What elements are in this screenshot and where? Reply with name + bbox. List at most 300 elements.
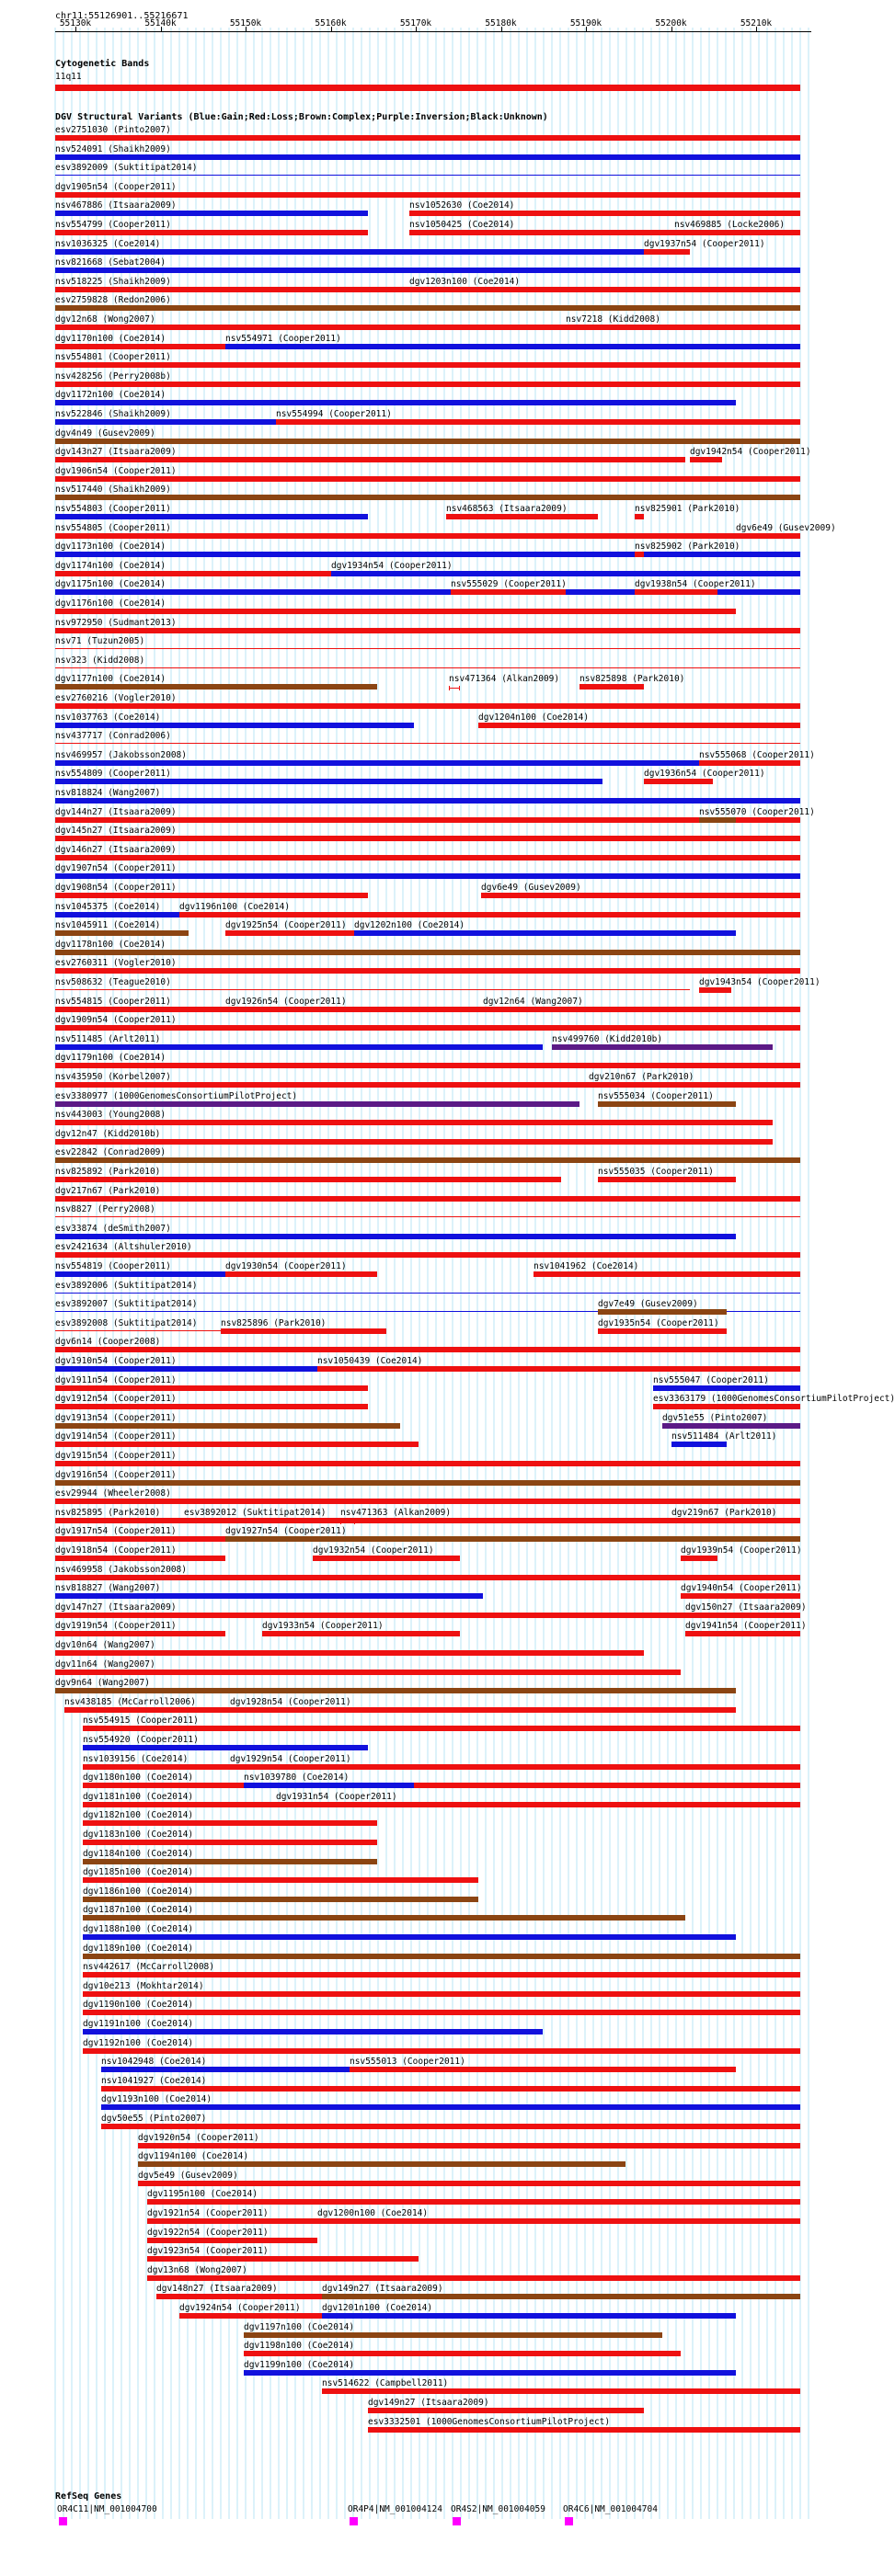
variant-label[interactable]: dgv1177n100 (Coe2014): [55, 674, 166, 685]
variant-label[interactable]: nsv511484 (Arlt2011): [671, 1431, 777, 1442]
variant-bar[interactable]: [244, 1783, 414, 1788]
variant-bar[interactable]: [589, 1082, 644, 1088]
variant-bar[interactable]: [322, 2294, 800, 2299]
variant-bar[interactable]: [83, 1820, 377, 1826]
variant-label[interactable]: dgv145n27 (Itsaara2009): [55, 826, 177, 837]
variant-label[interactable]: dgv7e49 (Gusev2009): [598, 1299, 698, 1310]
variant-label[interactable]: nsv323 (Kidd2008): [55, 655, 145, 666]
variant-label[interactable]: dgv11n64 (Wang2007): [55, 1658, 155, 1670]
variant-label[interactable]: esv29944 (Wheeler2008): [55, 1488, 171, 1499]
variant-bar[interactable]: [55, 1556, 225, 1561]
variant-label[interactable]: nsv518225 (Shaikh2009): [55, 276, 171, 287]
variant-bar[interactable]: [147, 2275, 800, 2281]
variant-bar[interactable]: [55, 1575, 800, 1580]
variant-bar[interactable]: [83, 1745, 368, 1750]
variant-bar[interactable]: [55, 628, 800, 633]
variant-label[interactable]: dgv1941n54 (Cooper2011): [685, 1621, 807, 1632]
variant-bar[interactable]: [662, 1423, 800, 1429]
variant-label[interactable]: nsv555070 (Cooper2011): [699, 806, 815, 817]
variant-bar[interactable]: [55, 1120, 773, 1125]
variant-bar[interactable]: [55, 1536, 225, 1542]
variant-label[interactable]: dgv1198n100 (Coe2014): [244, 2341, 355, 2352]
variant-label[interactable]: nsv469885 (Locke2006): [674, 220, 786, 230]
variant-label[interactable]: dgv1192n100 (Coe2014): [83, 2037, 194, 2048]
variant-bar[interactable]: [635, 514, 644, 519]
variant-label[interactable]: dgv1203n100 (Coe2014): [409, 276, 521, 287]
variant-bar[interactable]: [671, 1442, 727, 1447]
variant-label[interactable]: dgv1905n54 (Cooper2011): [55, 181, 177, 192]
variant-bar[interactable]: [221, 1328, 386, 1334]
variant-bar[interactable]: [55, 1063, 800, 1068]
variant-bar[interactable]: [55, 1139, 773, 1145]
variant-bar[interactable]: [340, 1520, 355, 1524]
variant-bar[interactable]: [276, 1802, 800, 1807]
variant-label[interactable]: dgv1913n54 (Cooper2011): [55, 1412, 177, 1423]
variant-label[interactable]: dgv149n27 (Itsaara2009): [322, 2284, 443, 2295]
variant-label[interactable]: nsv508632 (Teague2010): [55, 977, 171, 987]
variant-label[interactable]: dgv1202n100 (Coe2014): [354, 920, 465, 931]
variant-label[interactable]: dgv1182n100 (Coe2014): [83, 1810, 194, 1821]
variant-bar[interactable]: [262, 1631, 460, 1636]
variant-label[interactable]: nsv1036325 (Coe2014): [55, 238, 161, 249]
variant-bar[interactable]: [598, 1101, 736, 1107]
variant-bar[interactable]: [598, 1328, 727, 1334]
variant-label[interactable]: nsv499760 (Kidd2010b): [552, 1033, 663, 1044]
variant-label[interactable]: dgv149n27 (Itsaara2009): [368, 2398, 489, 2408]
variant-bar[interactable]: [55, 1007, 225, 1012]
variant-bar[interactable]: [55, 1293, 800, 1294]
variant-label[interactable]: dgv1181n100 (Coe2014): [83, 1791, 194, 1802]
variant-bar[interactable]: [55, 1234, 736, 1239]
variant-label[interactable]: dgv12n64 (Wang2007): [483, 996, 583, 1007]
variant-label[interactable]: nsv8827 (Perry2008): [55, 1204, 155, 1215]
variant-bar[interactable]: [147, 2218, 317, 2224]
variant-label[interactable]: nsv555013 (Cooper2011): [350, 2057, 465, 2068]
variant-label[interactable]: nsv1037763 (Coe2014): [55, 712, 161, 723]
variant-bar[interactable]: [483, 1007, 800, 1012]
variant-label[interactable]: nsv1039156 (Coe2014): [83, 1753, 189, 1764]
variant-bar[interactable]: [685, 1613, 800, 1618]
variant-bar[interactable]: [653, 1404, 800, 1409]
variant-bar[interactable]: [55, 760, 699, 766]
variant-label[interactable]: dgv1196n100 (Coe2014): [179, 901, 291, 912]
variant-bar[interactable]: [55, 305, 800, 311]
variant-label[interactable]: nsv467886 (Itsaara2009): [55, 200, 177, 211]
variant-bar[interactable]: [55, 1347, 800, 1352]
variant-label[interactable]: dgv1930n54 (Cooper2011): [225, 1261, 347, 1271]
variant-bar[interactable]: [699, 817, 736, 823]
variant-label[interactable]: dgv219n67 (Park2010): [671, 1507, 777, 1518]
variant-label[interactable]: dgv1912n54 (Cooper2011): [55, 1394, 177, 1405]
variant-bar[interactable]: [55, 533, 800, 539]
variant-bar[interactable]: [368, 2408, 644, 2413]
variant-label[interactable]: dgv1928n54 (Cooper2011): [230, 1696, 351, 1707]
variant-label[interactable]: dgv1907n54 (Cooper2011): [55, 863, 177, 874]
variant-bar[interactable]: [481, 893, 800, 898]
variant-bar[interactable]: [83, 1802, 276, 1807]
variant-bar[interactable]: [55, 1650, 644, 1656]
variant-bar[interactable]: [55, 1044, 543, 1050]
variant-label[interactable]: dgv1934n54 (Cooper2011): [331, 560, 453, 571]
variant-label[interactable]: dgv1200n100 (Coe2014): [317, 2208, 429, 2218]
variant-label[interactable]: esv3332501 (1000GenomesConsortiumPilotProject): [368, 2416, 611, 2427]
variant-label[interactable]: nsv438185 (McCarroll2006): [64, 1696, 196, 1707]
variant-label[interactable]: dgv1201n100 (Coe2014): [322, 2303, 433, 2313]
variant-label[interactable]: nsv825902 (Park2010): [635, 541, 740, 553]
variant-label[interactable]: dgv147n27 (Itsaara2009): [55, 1601, 177, 1613]
variant-label[interactable]: nsv554971 (Cooper2011): [225, 333, 341, 344]
variant-bar[interactable]: [83, 1877, 478, 1883]
variant-bar[interactable]: [276, 419, 800, 425]
variant-bar[interactable]: [55, 1271, 225, 1277]
variant-label[interactable]: nsv554801 (Cooper2011): [55, 352, 171, 363]
variant-label[interactable]: dgv1926n54 (Cooper2011): [225, 996, 347, 1007]
variant-bar[interactable]: [55, 968, 800, 974]
variant-bar[interactable]: [681, 1593, 800, 1599]
variant-bar[interactable]: [55, 1177, 561, 1182]
variant-label[interactable]: nsv1041927 (Coe2014): [101, 2075, 207, 2086]
variant-label[interactable]: dgv210n67 (Park2010): [589, 1072, 694, 1082]
variant-bar[interactable]: [225, 930, 354, 936]
variant-bar[interactable]: [55, 1101, 579, 1107]
variant-label[interactable]: nsv825892 (Park2010): [55, 1167, 161, 1177]
variant-bar[interactable]: [244, 2332, 662, 2338]
variant-bar[interactable]: [55, 571, 331, 576]
variant-bar[interactable]: [55, 325, 566, 330]
variant-bar[interactable]: [138, 2181, 800, 2186]
variant-label[interactable]: nsv825895 (Park2010): [55, 1507, 161, 1518]
variant-label[interactable]: dgv51e55 (Pinto2007): [662, 1412, 768, 1423]
variant-label[interactable]: nsv554994 (Cooper2011): [276, 409, 392, 419]
variant-label[interactable]: nsv818824 (Wang2007): [55, 788, 161, 798]
variant-label[interactable]: dgv9n64 (Wang2007): [55, 1678, 150, 1689]
variant-label[interactable]: dgv1179n100 (Coe2014): [55, 1053, 166, 1064]
variant-label[interactable]: dgv1921n54 (Cooper2011): [147, 2208, 269, 2218]
variant-bar[interactable]: [55, 1082, 800, 1088]
variant-bar[interactable]: [552, 1044, 773, 1050]
variant-bar[interactable]: [55, 1499, 800, 1504]
variant-label[interactable]: nsv511485 (Arlt2011): [55, 1033, 161, 1044]
variant-bar[interactable]: [331, 571, 800, 576]
variant-bar[interactable]: [55, 514, 368, 519]
variant-label[interactable]: dgv1910n54 (Cooper2011): [55, 1356, 177, 1366]
variant-label[interactable]: nsv821668 (Sebat2004): [55, 257, 166, 268]
gene-label[interactable]: OR4C11|NM_001004700: [57, 2504, 157, 2514]
variant-bar[interactable]: [83, 1954, 800, 1959]
variant-label[interactable]: esv3363179 (1000GenomesConsortiumPilotProject): [653, 1394, 895, 1405]
variant-bar[interactable]: [83, 1859, 377, 1864]
variant-bar[interactable]: [55, 798, 800, 804]
variant-label[interactable]: nsv554803 (Cooper2011): [55, 504, 171, 514]
variant-bar[interactable]: [653, 1385, 800, 1391]
variant-label[interactable]: nsv825898 (Park2010): [579, 674, 685, 685]
variant-label[interactable]: nsv555034 (Cooper2011): [598, 1090, 714, 1101]
variant-label[interactable]: dgv1194n100 (Coe2014): [138, 2151, 249, 2162]
variant-label[interactable]: dgv1172n100 (Coe2014): [55, 390, 166, 401]
variant-bar[interactable]: [644, 249, 690, 255]
variant-bar[interactable]: [101, 2124, 800, 2129]
variant-label[interactable]: dgv1914n54 (Cooper2011): [55, 1431, 177, 1442]
variant-bar[interactable]: [317, 2218, 800, 2224]
variant-bar[interactable]: [55, 495, 800, 500]
variant-label[interactable]: esv2759828 (Redon2006): [55, 295, 171, 306]
variant-label[interactable]: dgv1943n54 (Cooper2011): [699, 977, 820, 987]
variant-label[interactable]: dgv1190n100 (Coe2014): [83, 2000, 194, 2011]
variant-label[interactable]: dgv1940n54 (Cooper2011): [681, 1583, 802, 1594]
variant-bar[interactable]: [354, 930, 736, 936]
variant-label[interactable]: nsv1045911 (Coe2014): [55, 920, 161, 931]
variant-label[interactable]: dgv1931n54 (Cooper2011): [276, 1791, 397, 1802]
variant-label[interactable]: dgv148n27 (Itsaara2009): [156, 2284, 278, 2295]
variant-label[interactable]: esv3892008 (Suktitipat2014): [55, 1317, 198, 1328]
variant-bar[interactable]: [55, 419, 276, 425]
variant-label[interactable]: dgv146n27 (Itsaara2009): [55, 844, 177, 855]
variant-label[interactable]: dgv1199n100 (Coe2014): [244, 2359, 355, 2370]
variant-label[interactable]: nsv554799 (Cooper2011): [55, 220, 171, 230]
variant-label[interactable]: nsv437717 (Conrad2006): [55, 731, 171, 742]
variant-label[interactable]: esv3380977 (1000GenomesConsortiumPilotProject): [55, 1090, 298, 1101]
variant-bar[interactable]: [55, 344, 225, 349]
variant-label[interactable]: dgv1184n100 (Coe2014): [83, 1848, 194, 1859]
variant-label[interactable]: dgv1929n54 (Cooper2011): [230, 1753, 351, 1764]
variant-label[interactable]: nsv442617 (McCarroll2008): [83, 1962, 214, 1973]
variant-label[interactable]: dgv1180n100 (Coe2014): [83, 1772, 194, 1784]
variant-label[interactable]: esv2760216 (Vogler2010): [55, 693, 177, 703]
variant-bar[interactable]: [55, 684, 377, 690]
variant-bar[interactable]: [225, 1536, 800, 1542]
variant-bar[interactable]: [55, 1366, 317, 1372]
variant-bar[interactable]: [83, 1991, 800, 1997]
variant-bar[interactable]: [83, 1934, 736, 1940]
variant-label[interactable]: esv2760311 (Vogler2010): [55, 958, 177, 969]
variant-label[interactable]: nsv972950 (Sudmant2013): [55, 617, 177, 628]
variant-bar[interactable]: [55, 855, 800, 861]
variant-label[interactable]: dgv1935n54 (Cooper2011): [598, 1317, 719, 1328]
gene-feature[interactable]: [350, 2517, 358, 2525]
variant-label[interactable]: nsv514622 (Campbell2011): [322, 2378, 449, 2389]
variant-label[interactable]: dgv1189n100 (Coe2014): [83, 1943, 194, 1954]
variant-bar[interactable]: [55, 1216, 800, 1217]
variant-label[interactable]: dgv1925n54 (Cooper2011): [225, 920, 347, 931]
variant-bar[interactable]: [55, 950, 800, 955]
variant-bar[interactable]: [674, 230, 800, 235]
variant-bar[interactable]: [55, 1688, 736, 1693]
variant-label[interactable]: nsv443003 (Young2008): [55, 1110, 166, 1121]
variant-bar[interactable]: [699, 760, 800, 766]
variant-label[interactable]: dgv144n27 (Itsaara2009): [55, 806, 177, 817]
variant-bar[interactable]: [244, 2351, 681, 2356]
variant-bar[interactable]: [147, 2256, 419, 2262]
variant-bar[interactable]: [55, 1157, 800, 1163]
variant-bar[interactable]: [55, 609, 736, 614]
variant-bar[interactable]: [101, 2067, 350, 2072]
variant-label[interactable]: dgv1918n54 (Cooper2011): [55, 1545, 177, 1556]
variant-bar[interactable]: [55, 743, 800, 744]
variant-label[interactable]: dgv5e49 (Gusev2009): [138, 2170, 238, 2181]
variant-bar[interactable]: [55, 1670, 681, 1675]
variant-bar[interactable]: [736, 533, 800, 539]
variant-bar[interactable]: [230, 1764, 800, 1770]
variant-bar[interactable]: [179, 912, 800, 918]
variant-label[interactable]: nsv555029 (Cooper2011): [451, 579, 567, 590]
variant-bar[interactable]: [225, 344, 800, 349]
variant-label[interactable]: dgv150n27 (Itsaara2009): [685, 1601, 807, 1613]
variant-label[interactable]: dgv12n68 (Wong2007): [55, 314, 155, 325]
variant-label[interactable]: nsv825901 (Park2010): [635, 504, 740, 514]
variant-label[interactable]: dgv217n67 (Park2010): [55, 1185, 161, 1196]
variant-bar[interactable]: [55, 648, 800, 649]
variant-bar[interactable]: [138, 2143, 800, 2149]
variant-label[interactable]: nsv469958 (Jakobsson2008): [55, 1564, 187, 1575]
variant-label[interactable]: nsv1042948 (Coe2014): [101, 2057, 207, 2068]
variant-bar[interactable]: [451, 589, 566, 595]
variant-bar[interactable]: [322, 2388, 800, 2394]
variant-bar[interactable]: [225, 1271, 377, 1277]
cytoband-label[interactable]: 11q11: [55, 72, 82, 82]
variant-bar[interactable]: [690, 457, 722, 462]
variant-bar[interactable]: [55, 703, 800, 709]
variant-label[interactable]: nsv555068 (Cooper2011): [699, 749, 815, 760]
variant-bar[interactable]: [230, 1707, 736, 1713]
gene-feature[interactable]: [59, 2517, 67, 2525]
variant-label[interactable]: dgv1933n54 (Cooper2011): [262, 1621, 384, 1632]
variant-bar[interactable]: [635, 552, 644, 557]
variant-label[interactable]: dgv1923n54 (Cooper2011): [147, 2246, 269, 2257]
variant-bar[interactable]: [699, 987, 731, 993]
variant-label[interactable]: dgv1942n54 (Cooper2011): [690, 447, 811, 458]
variant-bar[interactable]: [55, 287, 409, 292]
variant-label[interactable]: nsv435950 (Korbel2007): [55, 1072, 171, 1082]
variant-bar[interactable]: [55, 1385, 368, 1391]
variant-label[interactable]: nsv554815 (Cooper2011): [55, 996, 171, 1007]
variant-label[interactable]: nsv1050425 (Coe2014): [409, 220, 515, 230]
variant-label[interactable]: esv3892007 (Suktitipat2014): [55, 1299, 198, 1310]
variant-label[interactable]: dgv10n64 (Wang2007): [55, 1640, 155, 1650]
variant-bar[interactable]: [55, 457, 685, 462]
variant-label[interactable]: esv3892006 (Suktitipat2014): [55, 1280, 198, 1291]
variant-label[interactable]: dgv1173n100 (Coe2014): [55, 541, 166, 553]
variant-label[interactable]: nsv524091 (Shaikh2009): [55, 143, 171, 154]
variant-label[interactable]: dgv1915n54 (Cooper2011): [55, 1451, 177, 1461]
variant-bar[interactable]: [55, 1461, 800, 1466]
gene-feature[interactable]: [453, 2517, 461, 2525]
gene-label[interactable]: OR4C6|NM_001004704: [563, 2504, 658, 2514]
variant-bar[interactable]: [55, 211, 368, 216]
variant-bar[interactable]: [598, 1309, 727, 1315]
variant-label[interactable]: nsv469957 (Jakobsson2008): [55, 749, 187, 760]
variant-label[interactable]: nsv471364 (Alkan2009): [449, 674, 560, 685]
variant-bar[interactable]: [55, 667, 800, 668]
variant-label[interactable]: dgv1937n54 (Cooper2011): [644, 238, 765, 249]
variant-label[interactable]: nsv554809 (Cooper2011): [55, 769, 171, 780]
variant-label[interactable]: dgv1927n54 (Cooper2011): [225, 1526, 347, 1537]
variant-label[interactable]: nsv428256 (Perry2008b): [55, 370, 171, 382]
variant-label[interactable]: nsv554920 (Cooper2011): [83, 1735, 199, 1745]
variant-bar[interactable]: [317, 1366, 800, 1372]
variant-label[interactable]: nsv471363 (Alkan2009): [340, 1507, 452, 1518]
variant-label[interactable]: dgv13n68 (Wong2007): [147, 2264, 247, 2275]
variant-bar[interactable]: [83, 1726, 800, 1731]
gene-label[interactable]: OR4S2|NM_001004059: [451, 2504, 545, 2514]
variant-bar[interactable]: [101, 2104, 800, 2110]
variant-label[interactable]: dgv1939n54 (Cooper2011): [681, 1545, 802, 1556]
variant-bar[interactable]: [83, 2010, 800, 2015]
variant-bar[interactable]: [83, 2029, 543, 2035]
variant-bar[interactable]: [478, 723, 800, 728]
variant-bar[interactable]: [55, 192, 800, 198]
variant-label[interactable]: esv2751030 (Pinto2007): [55, 125, 171, 135]
variant-bar[interactable]: [64, 1707, 230, 1713]
variant-label[interactable]: nsv7218 (Kidd2008): [566, 314, 660, 325]
variant-label[interactable]: esv22842 (Conrad2009): [55, 1147, 166, 1158]
variant-bar[interactable]: [55, 154, 800, 160]
variant-label[interactable]: dgv1916n54 (Cooper2011): [55, 1469, 177, 1480]
variant-label[interactable]: dgv50e55 (Pinto2007): [101, 2114, 207, 2124]
variant-bar[interactable]: [55, 1442, 419, 1447]
variant-label[interactable]: nsv554805 (Cooper2011): [55, 522, 171, 533]
variant-bar[interactable]: [83, 1764, 230, 1770]
variant-label[interactable]: dgv1183n100 (Coe2014): [83, 1829, 194, 1840]
variant-bar[interactable]: [55, 476, 800, 482]
variant-label[interactable]: dgv1909n54 (Cooper2011): [55, 1015, 177, 1026]
variant-bar[interactable]: [138, 2161, 625, 2167]
variant-label[interactable]: nsv1039780 (Coe2014): [244, 1772, 350, 1784]
variant-label[interactable]: dgv1906n54 (Cooper2011): [55, 465, 177, 476]
variant-label[interactable]: dgv1195n100 (Coe2014): [147, 2189, 258, 2200]
variant-bar[interactable]: [83, 1783, 800, 1788]
variant-label[interactable]: esv3892009 (Suktitipat2014): [55, 163, 198, 174]
variant-label[interactable]: dgv1919n54 (Cooper2011): [55, 1621, 177, 1632]
variant-label[interactable]: nsv522846 (Shaikh2009): [55, 409, 171, 419]
variant-label[interactable]: nsv1045375 (Coe2014): [55, 901, 161, 912]
variant-label[interactable]: dgv1917n54 (Cooper2011): [55, 1526, 177, 1537]
variant-label[interactable]: dgv1193n100 (Coe2014): [101, 2094, 212, 2105]
variant-label[interactable]: dgv1908n54 (Cooper2011): [55, 883, 177, 893]
variant-bar[interactable]: [55, 893, 368, 898]
variant-bar[interactable]: [313, 1556, 460, 1561]
gene-feature[interactable]: [565, 2517, 573, 2525]
variant-bar[interactable]: [55, 723, 414, 728]
variant-bar[interactable]: [55, 1593, 483, 1599]
variant-bar[interactable]: [55, 1025, 800, 1031]
variant-bar[interactable]: [55, 1330, 221, 1331]
variant-label[interactable]: dgv1170n100 (Coe2014): [55, 333, 166, 344]
gene-label[interactable]: OR4P4|NM_001004124: [348, 2504, 442, 2514]
variant-bar[interactable]: [55, 439, 800, 444]
variant-bar[interactable]: [598, 1177, 736, 1182]
variant-bar[interactable]: [55, 1423, 400, 1429]
variant-bar[interactable]: [101, 2086, 800, 2092]
variant-bar[interactable]: [409, 211, 800, 216]
variant-bar[interactable]: [55, 135, 800, 141]
variant-label[interactable]: dgv6n14 (Cooper2008): [55, 1337, 161, 1348]
variant-label[interactable]: dgv1186n100 (Coe2014): [83, 1886, 194, 1897]
variant-bar[interactable]: [55, 817, 800, 823]
variant-bar[interactable]: [409, 287, 800, 292]
variant-bar[interactable]: [55, 930, 189, 936]
variant-bar[interactable]: [55, 175, 800, 176]
variant-bar[interactable]: [55, 268, 800, 273]
variant-label[interactable]: dgv1924n54 (Cooper2011): [179, 2303, 301, 2313]
variant-bar[interactable]: [55, 836, 800, 841]
variant-label[interactable]: dgv1187n100 (Coe2014): [83, 1905, 194, 1916]
variant-label[interactable]: dgv1197n100 (Coe2014): [244, 2321, 355, 2332]
variant-bar[interactable]: [55, 1196, 800, 1202]
variant-bar[interactable]: [55, 400, 736, 405]
variant-label[interactable]: dgv1178n100 (Coe2014): [55, 939, 166, 950]
variant-bar[interactable]: [147, 2199, 800, 2205]
variant-bar[interactable]: [671, 1518, 717, 1523]
